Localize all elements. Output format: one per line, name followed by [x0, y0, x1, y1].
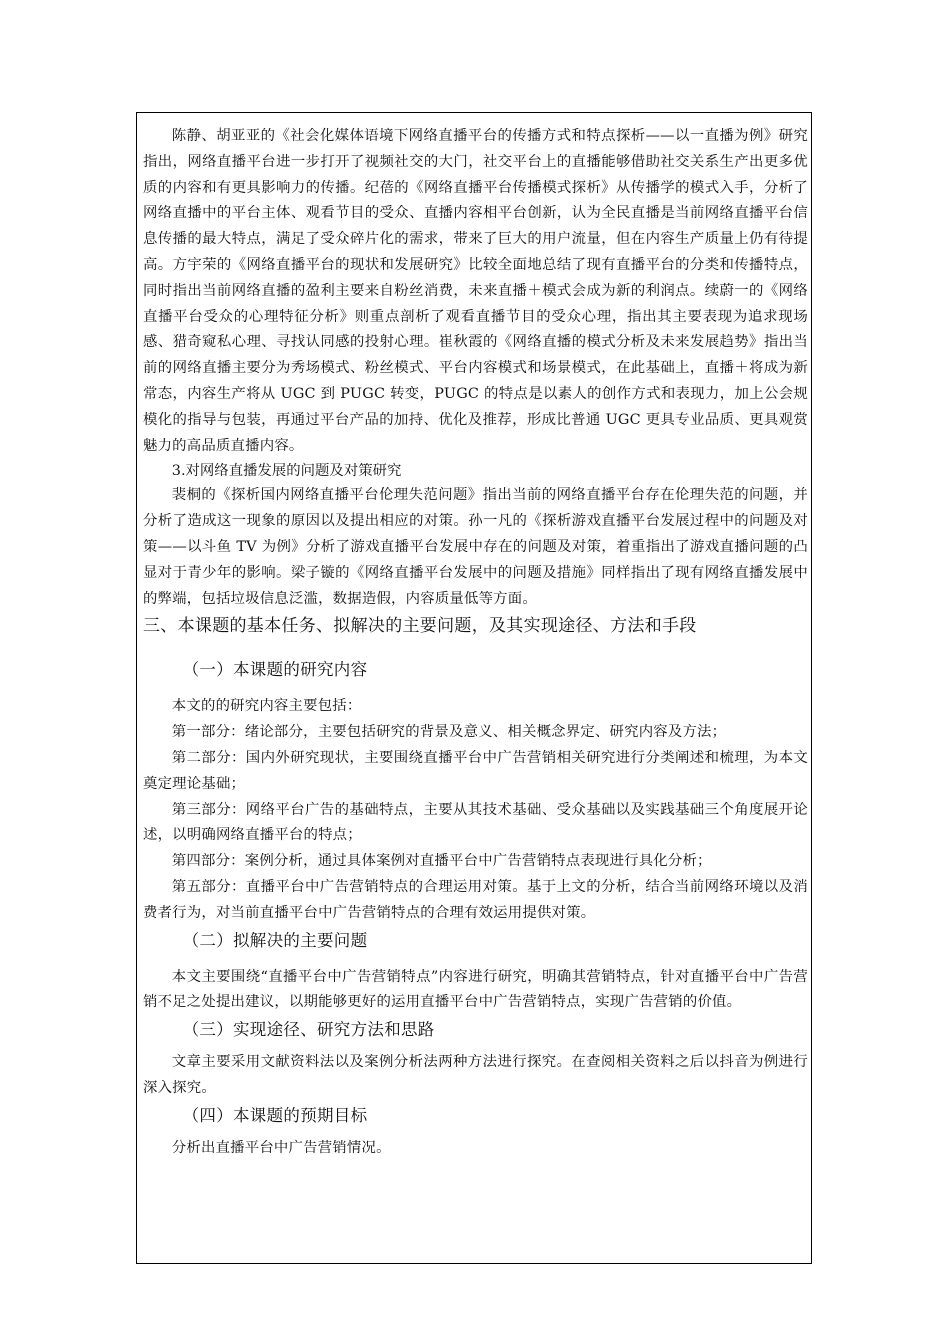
paragraph-literature-review-1: 陈静、胡亚亚的《社会化媒体语境下网络直播平台的传播方式和特点探析——以一直播为例》研究指出，网络直播平台进一步打开了视频社交的大门，社交平台上的直播能够借助社交关系生产出更多优质的内容和有更具影响力的传播。纪蓓的《网络直播平台传播模式探析》从传播学的模式入手，分析了网络直播中的平台主体、观看节目的受众、直播内容相平台创新，认为全民直播是当前网络直播平台信息传播的最大特点，满足了受众碎片化的需求，带来了巨大的用户流量，但在内容生产质量上仍有待提高。方宇荣的《网络直播平台的现状和发展研究》比较全面地总结了现有直播平台的分类和传播特点，同时指出当前网络直播的盈利主要来自粉丝消费，未来直播＋模式会成为新的利润点。续蔚一的《网络直播平台受众的心理特征分析》则重点剖析了观看直播节目的受众心理，指出其主要表现为追求现场感、猎奇窥私心理、寻找认同感的投射心理。崔秋霞的《网络直播的模式分析及未来发展趋势》指出当前的网络直播主要分为秀场模式、粉丝模式、平台内容模式和场景模式，在此基础上，直播＋将成为新常态，内容生产将从 UGC 到 PUGC 转变，PUGC 的特点是以素人的创作方式和表现力，加上公会规模化的指导与包装，再通过平台产品的加持、优化及推荐，形成比普通 UGC 更具专业品质、更具观赏魅力的高品质直播内容。: [143, 128, 808, 454]
heading-methods: （三）实现途径、研究方法和思路: [182, 1020, 435, 1040]
paragraph-main-problems: 本文主要围绕“直播平台中广告营销特点”内容进行研究，明确其营销特点，针对直播平台中广告营销不足之处提出建议，以期能够更好的运用直播平台中广告营销特点，实现广告营销的价值。: [143, 968, 808, 1011]
paragraph-part-1: 第一部分：绪论部分，主要包括研究的背景及意义、相关概念界定、研究内容及方法；: [171, 724, 727, 741]
heading-expected-goals: （四）本课题的预期目标: [182, 1105, 368, 1125]
section-3-title: 三、本课题的基本任务、拟解决的主要问题，及其实现途径、方法和手段: [143, 616, 697, 637]
paragraph-expected-goals: 分析出直播平台中广告营销情况。: [171, 1139, 391, 1156]
subheading-problems-countermeasures: 3.对网络直播发展的问题及对策研究: [171, 463, 402, 480]
heading-research-content: （一）本课题的研究内容: [182, 660, 368, 680]
heading-main-problems: （二）拟解决的主要问题: [182, 930, 368, 950]
paragraph-research-intro: 本文的的研究内容主要包括：: [171, 698, 362, 715]
paragraph-literature-review-2: 裴桐的《探析国内网络直播平台伦理失范问题》指出当前的网络直播平台存在伦理失范的问题，并分析了造成这一现象的原因以及提出相应的对策。孙一凡的《探析游戏直播平台发展过程中的问题及对策——以斗鱼 TV 为例》分析了游戏直播平台发展中存在的问题及对策，着重指出了游戏直播问题的凸显对于青少年的影响。梁子镟的《网络直播平台发展中的问题及措施》同样指出了现有网络直播发展中的弊端，包括垃圾信息泛滥，数据造假，内容质量低等方面。: [143, 487, 808, 607]
paragraph-part-2: 第二部分：国内外研究现状，主要围绕直播平台中广告营销相关研究进行分类阐述和梳理，为本文奠定理论基础；: [143, 749, 808, 792]
paragraph-part-4: 第四部分：案例分析，通过具体案例对直播平台中广告营销特点表现进行具化分析；: [171, 853, 712, 870]
paragraph-methods: 文章主要采用文献资料法以及案例分析法两种方法进行探究。在查阅相关资料之后以抖音为例进行深入探究。: [143, 1054, 808, 1096]
paragraph-part-3: 第三部分：网络平台广告的基础特点，主要从其技术基础、受众基础以及实践基础三个角度展开论述，以明确网络直播平台的特点；: [143, 801, 808, 844]
paragraph-part-5: 第五部分：直播平台中广告营销特点的合理运用对策。基于上文的分析，结合当前网络环境以及消费者行为，对当前直播平台中广告营销特点的合理有效运用提供对策。: [143, 878, 808, 921]
document-body: [143, 124, 808, 1162]
